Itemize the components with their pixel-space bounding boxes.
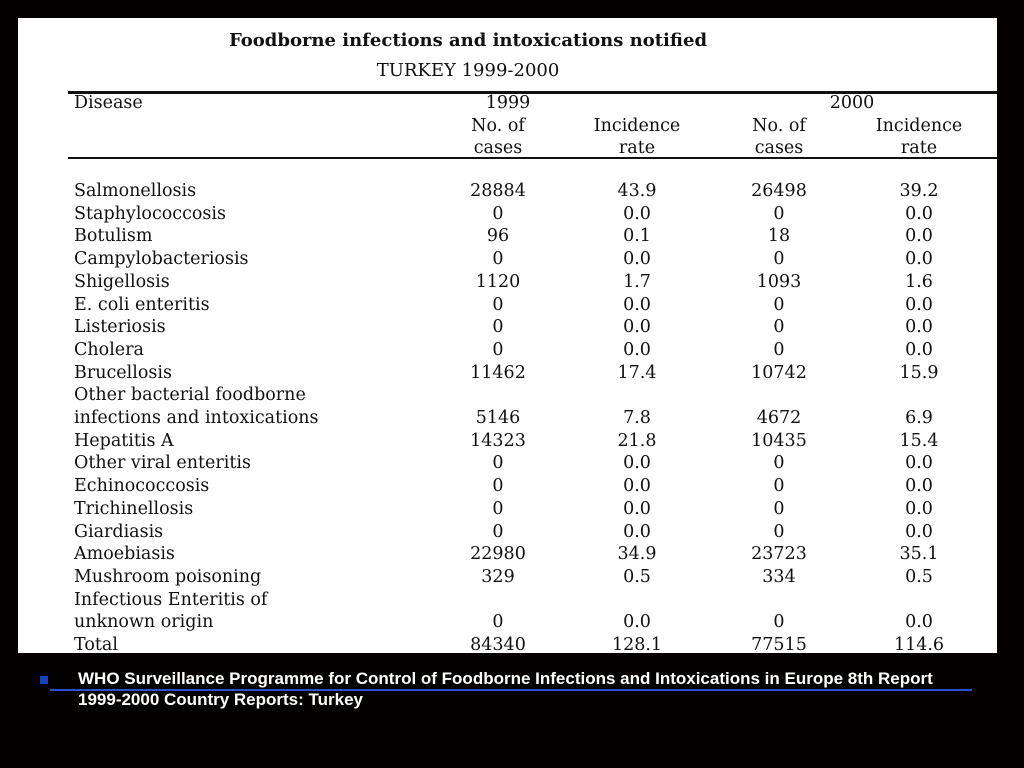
cell-rate-2000: 0.0 <box>905 339 933 360</box>
disease-name: Other bacterial foodborne <box>74 385 306 406</box>
header-rate-line1: Incidence <box>593 116 681 136</box>
header-rate-1999 <box>577 115 697 159</box>
cell-rate-1999: 21.8 <box>617 430 657 451</box>
header-rate-line2: rate <box>900 138 938 158</box>
cell-rate-1999: 17.4 <box>617 362 657 383</box>
cell-rate-2000: 0.0 <box>905 249 933 270</box>
caption-underline <box>50 689 972 691</box>
cell-cases-1999: 14323 <box>470 430 526 451</box>
header-rate-line2: rate <box>618 138 656 158</box>
header-year-2000: 2000 <box>829 93 875 113</box>
cell-rate-1999: 0.0 <box>623 476 651 497</box>
disease-name: Other viral enteritis <box>74 453 251 474</box>
header-cases-line2: cases <box>754 138 804 158</box>
cell-cases-1999: 0 <box>492 476 504 497</box>
cell-cases-2000: 10742 <box>751 362 807 383</box>
cell-cases-1999: 22980 <box>470 544 526 565</box>
disease-name: Staphylococcosis <box>74 203 226 224</box>
cell-rate-1999: 0.1 <box>623 226 651 247</box>
header-cases-2000 <box>719 115 839 159</box>
cell-rate-1999: 7.8 <box>623 408 651 428</box>
cell-rate-1999: 128.1 <box>611 635 663 653</box>
cell-rate-2000: 0.0 <box>905 203 933 224</box>
cell-rate-2000: 0.0 <box>905 226 933 247</box>
cell-cases-1999: 84340 <box>470 635 526 653</box>
cell-rate-1999: 1.7 <box>623 271 651 292</box>
disease-name: Trichinellosis <box>74 498 194 519</box>
disease-name: Hepatitis A <box>74 430 174 451</box>
cell-cases-1999: 0 <box>492 521 504 542</box>
header-cases-1999 <box>438 115 558 159</box>
cell-cases-1999: 0 <box>492 203 504 224</box>
cell-rate-2000: 35.1 <box>899 544 939 565</box>
cell-cases-1999: 28884 <box>470 181 526 201</box>
cell-rate-2000: 0.0 <box>905 317 933 338</box>
cell-rate-2000: 0.0 <box>905 612 933 633</box>
cell-rate-1999: 0.0 <box>623 249 651 270</box>
header-cases-line1: No. of <box>471 116 525 136</box>
cell-cases-1999: 329 <box>481 566 515 587</box>
disease-name: Amoebiasis <box>74 544 175 565</box>
cell-rate-1999: 0.0 <box>623 453 651 474</box>
cell-cases-1999: 96 <box>486 226 510 247</box>
cell-cases-2000: 0 <box>773 339 785 360</box>
cell-cases-1999: 0 <box>492 612 504 633</box>
cell-cases-2000: 0 <box>773 249 785 270</box>
bullet-icon <box>40 676 48 684</box>
cell-cases-2000: 0 <box>773 521 785 542</box>
header-cases-line2: cases <box>473 138 523 158</box>
cell-cases-1999: 0 <box>492 498 504 519</box>
cell-cases-2000: 0 <box>773 498 785 519</box>
foodborne-infections-table <box>18 18 997 653</box>
cell-cases-1999: 1120 <box>475 271 521 292</box>
source-caption-text: WHO Surveillance Programme for Control of Foodborne Infections and Intoxications in Europe 8th Report 1999-2000 Country Reports: Turkey <box>78 669 933 709</box>
disease-name: Brucellosis <box>74 362 172 383</box>
disease-name: Campylobacteriosis <box>74 249 249 270</box>
cell-rate-2000: 0.0 <box>905 294 933 315</box>
disease-name: Infectious Enteritis of <box>74 589 268 610</box>
cell-cases-1999: 0 <box>492 294 504 315</box>
cell-cases-2000: 26498 <box>751 181 807 201</box>
disease-name: infections and intoxications <box>74 408 319 428</box>
cell-rate-2000: 0.0 <box>905 498 933 519</box>
cell-rate-2000: 0.0 <box>905 476 933 497</box>
disease-name: unknown origin <box>74 612 214 633</box>
cell-cases-1999: 11462 <box>470 362 526 383</box>
cell-cases-2000: 0 <box>773 294 785 315</box>
cell-rate-2000: 0.0 <box>905 453 933 474</box>
disease-name: Salmonellosis <box>74 181 197 201</box>
disease-name: Total <box>74 635 118 653</box>
disease-name: E. coli enteritis <box>74 294 210 315</box>
cell-cases-1999: 0 <box>492 339 504 360</box>
cell-cases-1999: 5146 <box>475 408 521 428</box>
cell-rate-1999: 0.0 <box>623 612 651 633</box>
cell-rate-1999: 0.0 <box>623 203 651 224</box>
cell-rate-1999: 0.0 <box>623 317 651 338</box>
cell-cases-2000: 0 <box>773 203 785 224</box>
cell-cases-2000: 4672 <box>756 408 802 428</box>
cell-rate-1999: 0.0 <box>623 339 651 360</box>
disease-name: Listeriosis <box>74 317 166 338</box>
header-rate-2000 <box>859 115 979 159</box>
cell-cases-2000: 0 <box>773 317 785 338</box>
disease-name: Botulism <box>74 226 153 247</box>
cell-cases-1999: 0 <box>492 249 504 270</box>
cell-rate-2000: 0.5 <box>905 566 933 587</box>
cell-rate-1999: 0.5 <box>623 566 651 587</box>
cell-cases-2000: 18 <box>767 226 791 247</box>
cell-cases-2000: 23723 <box>751 544 807 565</box>
cell-cases-1999: 0 <box>492 317 504 338</box>
disease-name: Giardiasis <box>74 521 164 542</box>
table-title: Foodborne infections and intoxications notified <box>228 30 708 51</box>
cell-cases-2000: 0 <box>773 476 785 497</box>
cell-rate-1999: 0.0 <box>623 521 651 542</box>
disease-name: Echinococcosis <box>74 476 210 497</box>
cell-cases-2000: 0 <box>773 453 785 474</box>
cell-cases-2000: 0 <box>773 612 785 633</box>
cell-rate-2000: 1.6 <box>905 271 933 292</box>
disease-name: Shigellosis <box>74 271 170 292</box>
header-year-1999: 1999 <box>485 93 531 113</box>
disease-name: Mushroom poisoning <box>74 566 262 587</box>
cell-rate-2000: 15.4 <box>899 430 939 451</box>
header-rate-line1: Incidence <box>875 116 963 136</box>
cell-rate-2000: 15.9 <box>899 362 939 383</box>
cell-rate-2000: 114.6 <box>893 635 945 653</box>
cell-cases-1999: 0 <box>492 453 504 474</box>
cell-rate-1999: 43.9 <box>617 181 657 201</box>
cell-rate-1999: 0.0 <box>623 294 651 315</box>
cell-cases-2000: 334 <box>762 566 796 587</box>
header-cases-line1: No. of <box>752 116 806 136</box>
cell-rate-2000: 6.9 <box>905 408 933 428</box>
table-subtitle: TURKEY 1999-2000 <box>376 60 560 81</box>
header-disease: Disease <box>74 93 143 113</box>
cell-rate-1999: 0.0 <box>623 498 651 519</box>
disease-name: Cholera <box>74 339 144 360</box>
cell-rate-2000: 0.0 <box>905 521 933 542</box>
cell-rate-1999: 34.9 <box>617 544 657 565</box>
cell-cases-2000: 77515 <box>751 635 807 653</box>
cell-rate-2000: 39.2 <box>899 181 939 201</box>
cell-cases-2000: 1093 <box>756 271 802 292</box>
cell-cases-2000: 10435 <box>751 430 807 451</box>
